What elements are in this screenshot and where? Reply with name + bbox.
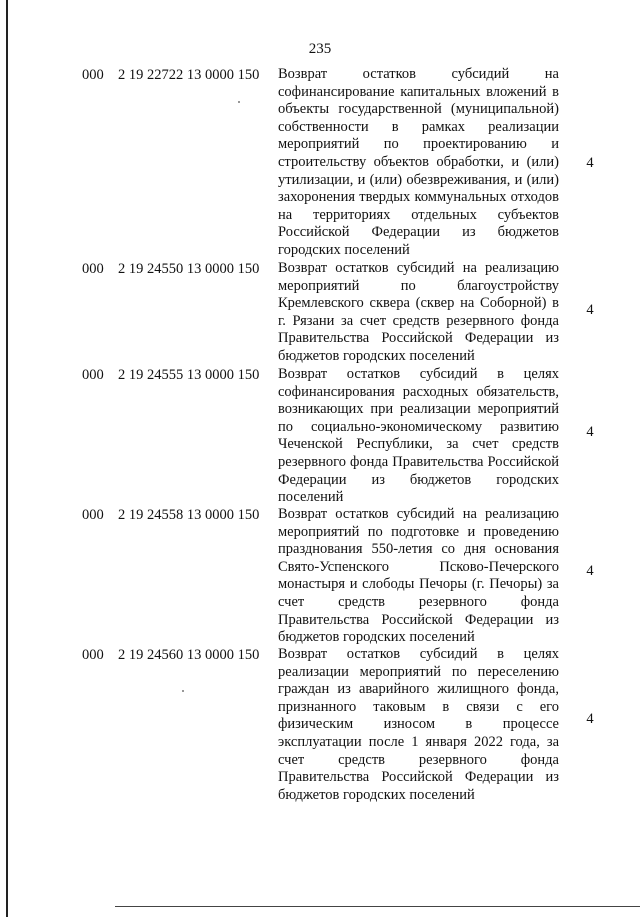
- scan-speck: [182, 690, 184, 692]
- admin-code: 000: [82, 507, 104, 523]
- row-description: Возврат остатков субсидий в целях софинансирования расходных обязательств, возникающих при реализации мероприятий по социально-экономическому развитию Чеченской Республики, за счет средств резервного фонда Правительства Российской Федерации из бюджетов городских поселений: [278, 366, 559, 506]
- row-amount: 4: [586, 155, 594, 171]
- scan-left-edge: [6, 0, 8, 917]
- row-description: Возврат остатков субсидий на софинансирование капитальных вложений в объекты государственной (муниципальной) собственности в рамках реализации мероприятий по проектированию и строительству объектов обработки, и (или) утилизации, и (или) обезвреживания, и (или) захоронения твердых коммунальных отходов на территориях отдельных субъектов Российской Федерации из бюджетов городских поселений: [278, 66, 559, 258]
- budget-classification-code: 2 19 24550 13 0000 150: [118, 261, 260, 277]
- row-amount: 4: [586, 302, 594, 318]
- admin-code: 000: [82, 367, 104, 383]
- row-amount: 4: [586, 563, 594, 579]
- scan-bottom-edge: [115, 906, 640, 907]
- row-description: Возврат остатков субсидий в целях реализации мероприятий по переселению граждан из аварийного жилищного фонда, признанного таковым в связи с его физическим износом в процессе эксплуатации после 1 января 2022 года, за счет средств резервного фонда Правительства Российской Федерации из бюджетов городских поселений: [278, 646, 559, 803]
- admin-code: 000: [82, 647, 104, 663]
- row-amount: 4: [586, 424, 594, 440]
- budget-classification-code: 2 19 24560 13 0000 150: [118, 647, 260, 663]
- budget-classification-code: 2 19 24555 13 0000 150: [118, 367, 260, 383]
- budget-classification-code: 2 19 24558 13 0000 150: [118, 507, 260, 523]
- row-description: Возврат остатков субсидий на реализацию мероприятий по подготовке и проведению празднования 550-летия со дня основания Свято-Успенского Псково-Печерского монастыря и слободы Печоры (г. Печоры) за счет средств резервного фонда Правительства Российской Федерации из бюджетов городских поселений: [278, 506, 559, 646]
- admin-code: 000: [82, 67, 104, 83]
- admin-code: 000: [82, 261, 104, 277]
- page-number: 235: [308, 41, 332, 57]
- scan-speck: [238, 101, 240, 103]
- row-amount: 4: [586, 711, 594, 727]
- budget-classification-code: 2 19 22722 13 0000 150: [118, 67, 260, 83]
- row-description: Возврат остатков субсидий на реализацию мероприятий по благоустройству Кремлевского сквера (сквер на Соборной) в г. Рязани за счет средств резервного фонда Правительства Российской Федерации из бюджетов городских поселений: [278, 260, 559, 364]
